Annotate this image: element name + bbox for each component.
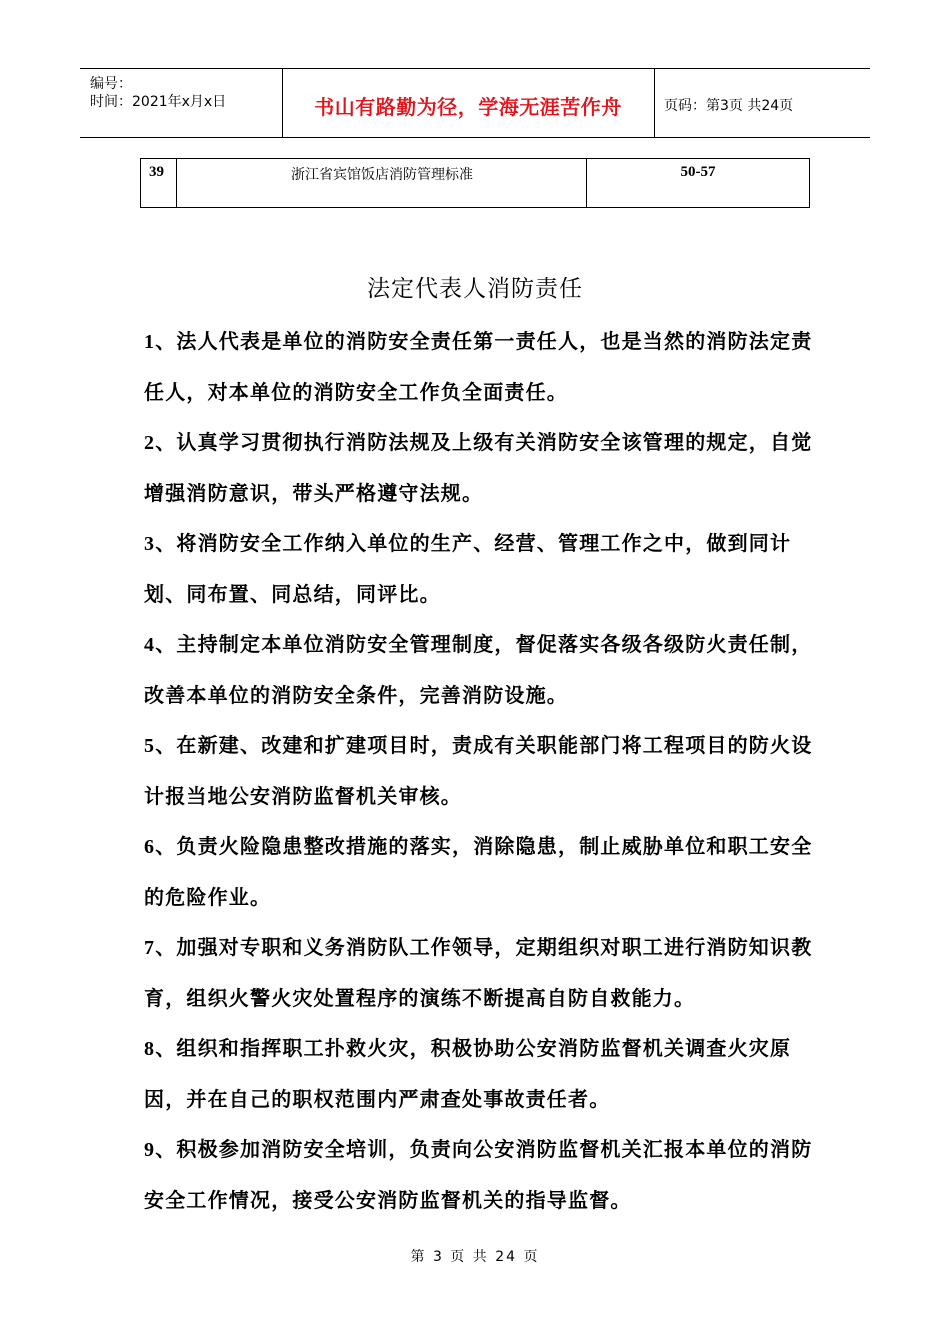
paragraph-text: 主持制定本单位消防安全管理制度，督促落实各级各级防火责任制，改善本单位的消防安全条件，完善消防设施。 (144, 632, 813, 707)
paragraph-number: 7、 (144, 937, 177, 959)
code-label: 编号： (90, 76, 132, 92)
page-header (80, 68, 870, 138)
paragraph (144, 821, 814, 922)
toc-cell-pages (587, 159, 809, 207)
paragraph-text: 将消防安全工作纳入单位的生产、经营、管理工作之中，做到同计划、同布置、同总结，同评比。 (144, 531, 792, 606)
paragraph (144, 720, 814, 821)
toc-number: 39 (149, 164, 164, 180)
paragraph-text: 认真学习贯彻执行消防法规及上级有关消防安全该管理的规定，自觉增强消防意识，带头严格遵守法规。 (144, 430, 813, 505)
page-footer: 第 3 页 共 24 页 (410, 1249, 540, 1265)
paragraph-text: 组织和指挥职工扑救火灾，积极协助公安消防监督机关调查火灾原因，并在自己的职权范围内严肃查处事故责任者。 (144, 1036, 792, 1111)
paragraph-number: 2、 (144, 432, 177, 454)
paragraph-number: 4、 (144, 634, 177, 656)
header-page-number: 页码：第3页 共24页 (664, 98, 794, 114)
paragraph-number: 3、 (144, 533, 177, 555)
paragraph-number: 1、 (144, 331, 177, 353)
time-label: 时间：2021年x月x日 (90, 94, 227, 110)
toc-cell-title (177, 159, 587, 207)
paragraph-text: 加强对专职和义务消防队工作领导，定期组织对职工进行消防知识教育，组织火警火灾处置程序的演练不断提高自防自救能力。 (144, 935, 813, 1010)
header-motto: 书山有路勤为径，学海无涯苦作舟 (314, 95, 622, 119)
paragraph (144, 619, 814, 720)
toc-cell-number (141, 159, 177, 207)
toc-title: 浙江省宾馆饭店消防管理标准 (291, 167, 473, 183)
paragraph-number: 5、 (144, 735, 177, 757)
paragraph (144, 1124, 814, 1225)
paragraph-text: 法人代表是单位的消防安全责任第一责任人，也是当然的消防法定责任人，对本单位的消防安全工作负全面责任。 (144, 329, 813, 404)
header-meta (90, 75, 226, 111)
paragraph (144, 316, 814, 417)
paragraph (144, 518, 814, 619)
paragraph (144, 417, 814, 518)
toc-table (140, 158, 810, 208)
paragraph-number: 8、 (144, 1038, 177, 1060)
document-body (144, 316, 814, 1225)
paragraph (144, 1023, 814, 1124)
paragraph-number: 9、 (144, 1139, 177, 1161)
toc-pages: 50-57 (680, 164, 716, 180)
header-divider (654, 69, 655, 137)
paragraph-text: 在新建、改建和扩建项目时，责成有关职能部门将工程项目的防火设计报当地公安消防监督机关审核。 (144, 733, 813, 808)
paragraph (144, 922, 814, 1023)
paragraph-number: 6、 (144, 836, 177, 858)
paragraph-text: 负责火险隐患整改措施的落实，消除隐患，制止威胁单位和职工安全的危险作业。 (144, 834, 813, 909)
document-title: 法定代表人消防责任 (367, 276, 583, 302)
paragraph-text: 积极参加消防安全培训，负责向公安消防监督机关汇报本单位的消防安全工作情况，接受公安消防监督机关的指导监督。 (144, 1137, 813, 1212)
